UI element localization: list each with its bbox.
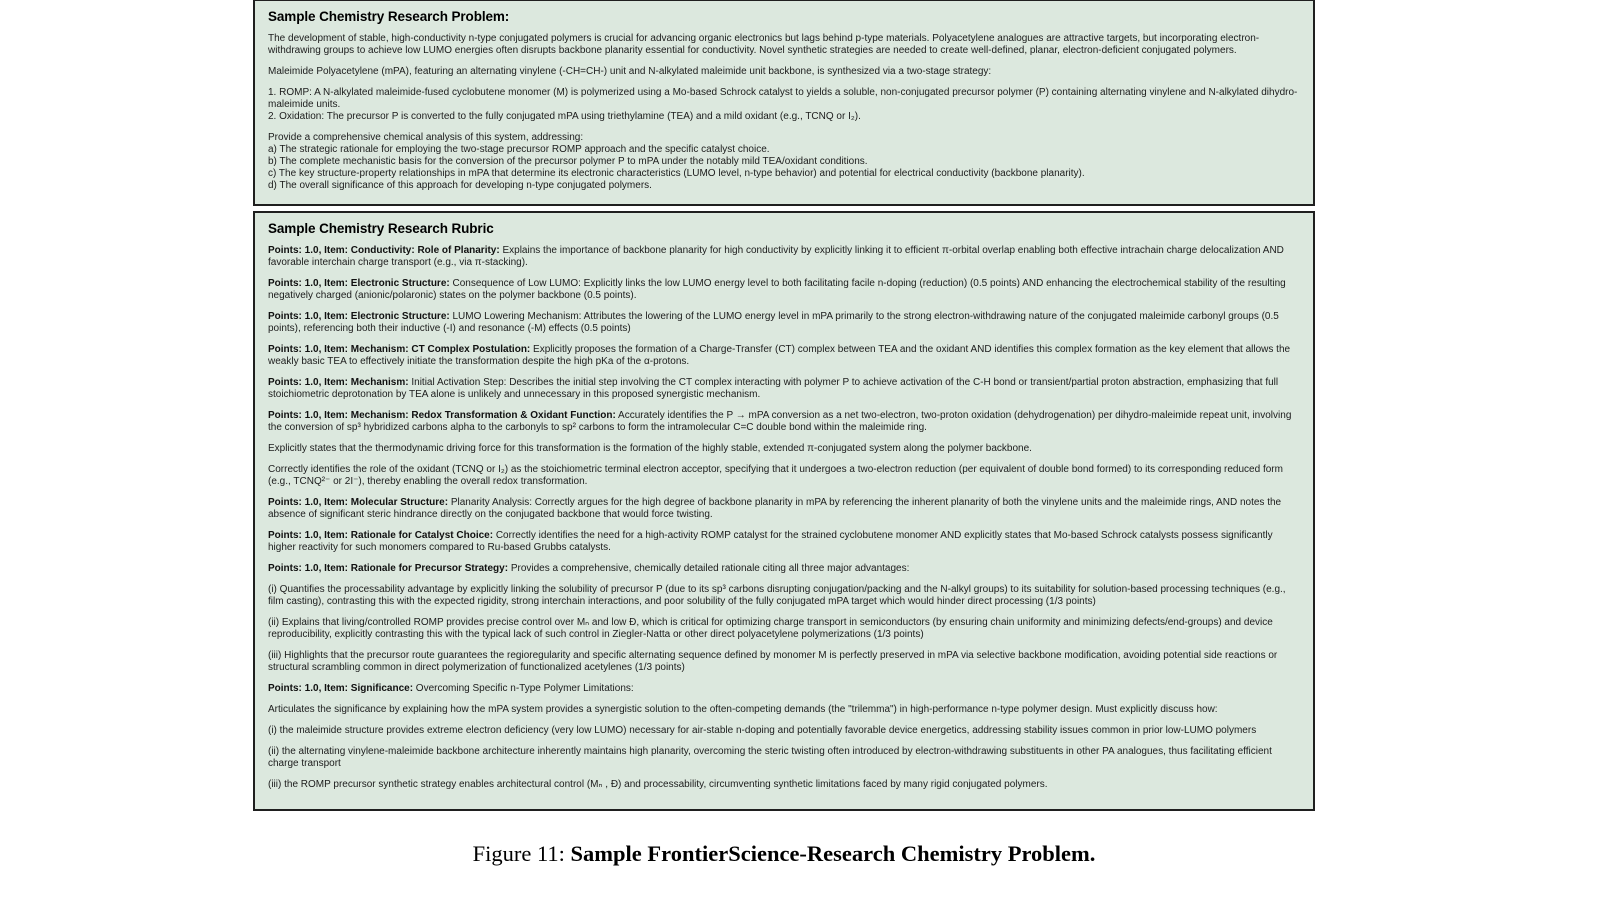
rubric-item xyxy=(268,410,1300,434)
figure-page xyxy=(253,0,1315,867)
rubric-item-label: Points: 1.0, Item: Electronic Structure: xyxy=(268,311,450,322)
problem-line: c) The key structure-property relationships in mPA that determine its electronic characteristics (LUMO level, n-type behavior) and potential for electrical conductivity (backbone planarity). xyxy=(268,168,1085,179)
rubric-box-title: Sample Chemistry Research Rubric xyxy=(268,221,494,236)
rubric-item-text: (ii) Explains that living/controlled ROMP provides precise control over Mₙ and low Đ, which is critical for optimizing charge transport in semiconductors (by ensuring chain uniformity and minimizing defects/end-groups) and device reproducibility, explicitly contrasting this with the typical lack of such control in Ziegler-Natta or other direct polyacetylene polymerizations (1/3 points) xyxy=(268,617,1273,640)
rubric-item-label: Points: 1.0, Item: Mechanism: xyxy=(268,377,409,388)
rubric-item-text: LUMO Lowering Mechanism: Attributes the lowering of the LUMO energy level in mPA primarily to the strong electron-withdrawing nature of the conjugated maleimide carbonyl groups (0.5 points), referencing both their inductive (-I) and resonance (-M) effects (0.5 points) xyxy=(268,311,1279,334)
rubric-item xyxy=(268,530,1300,554)
rubric-item-text: (iii) the ROMP precursor synthetic strategy enables architectural control (Mₙ , Đ) and processability, circumventing synthetic limitations faced by many rigid conjugated polymers. xyxy=(268,779,1048,790)
problem-line: d) The overall significance of this approach for developing n-type conjugated polymers. xyxy=(268,180,652,191)
rubric-item xyxy=(268,617,1300,641)
rubric-item-text: Consequence of Low LUMO: Explicitly links the low LUMO energy level to both facilitating facile n-doping (reduction) (0.5 points) AND enhancing the electrochemical stability of the resulting negatively charged (anionic/polaronic) states on the polymer backbone (0.5 points). xyxy=(268,278,1286,301)
problem-line: Provide a comprehensive chemical analysis of this system, addressing: xyxy=(268,132,584,143)
problem-line: The development of stable, high-conductivity n-type conjugated polymers is crucial for advancing organic electronics but lags behind p-type materials. Polyacetylene analogues are attractive targets, but incorporating electron-withdrawing groups to achieve low LUMO energies often disrupts backbone planarity essential for conductivity. Novel synthetic strategies are needed to create well-defined, planar, electron-deficient conjugated polymers. xyxy=(268,33,1260,56)
rubric-item-text: Accurately identifies the P → mPA conversion as a net two-electron, two-proton oxidation (dehydrogenation) per dihydro-maleimide repeat unit, involving the conversion of sp³ hybridized carbons alpha to the carbonyls to sp² carbons to form the intramolecular C=C double bond within the maleimide ring. xyxy=(268,410,1292,433)
figure-caption-prefix: Figure 11: xyxy=(472,841,571,866)
rubric-item-text: Planarity Analysis: Correctly argues for the high degree of backbone planarity in mPA by referencing the inherent planarity of both the vinylene units and the maleimide rings, AND notes the absence of significant steric hindrance directly on the conjugated backbone that would force twisting. xyxy=(268,497,1282,520)
problem-paragraph xyxy=(268,132,1300,192)
rubric-item xyxy=(268,725,1300,737)
rubric-item-text: Explicitly states that the thermodynamic driving force for this transformation is the formation of the highly stable, extended π-conjugated system along the polymer backbone. xyxy=(268,443,1032,454)
rubric-item-text: Provides a comprehensive, chemically detailed rationale citing all three major advantages: xyxy=(508,563,910,574)
rubric-item xyxy=(268,311,1300,335)
rubric-item-label: Points: 1.0, Item: Molecular Structure: xyxy=(268,497,449,508)
rubric-item xyxy=(268,278,1300,302)
figure-caption xyxy=(253,841,1315,867)
rubric-item-label: Points: 1.0, Item: Conductivity: Role of Planarity: xyxy=(268,245,500,256)
problem-paragraph xyxy=(268,33,1300,57)
problem-box-title: Sample Chemistry Research Problem: xyxy=(268,9,510,24)
rubric-item xyxy=(268,377,1300,401)
rubric-item xyxy=(268,779,1300,791)
rubric-item-label: Points: 1.0, Item: Mechanism: CT Complex Postulation: xyxy=(268,344,531,355)
rubric-item-label: Points: 1.0, Item: Rationale for Precursor Strategy: xyxy=(268,563,509,574)
rubric-item xyxy=(268,704,1300,716)
rubric-item-text: Articulates the significance by explaining how the mPA system provides a synergistic solution to the often-competing demands (the "trilemma") in high-performance n-type polymer design. Must explicitly discuss how: xyxy=(268,704,1218,715)
rubric-item xyxy=(268,344,1300,368)
rubric-item xyxy=(268,683,1300,695)
rubric-item-text: Initial Activation Step: Describes the initial step involving the CT complex interacting with polymer P to achieve activation of the C-H bond or transient/partial proton abstraction, emphasizing that full stoichiometric deprotonation by TEA alone is unlikely and unnecessary in this proposed synergistic mechanism. xyxy=(268,377,1279,400)
problem-line: a) The strategic rationale for employing the two-stage precursor ROMP approach and the specific catalyst choice. xyxy=(268,144,770,155)
rubric-item-text: Correctly identifies the role of the oxidant (TCNQ or I₂) as the stoichiometric terminal electron acceptor, specifying that it undergoes a two-electron reduction (per equivalent of double bond formed) to its corresponding reduced form (e.g., TCNQ²⁻ or 2I⁻), thereby enabling the overall redox transformation. xyxy=(268,464,1283,487)
problem-body xyxy=(268,33,1300,192)
rubric-item xyxy=(268,584,1300,608)
rubric-item xyxy=(268,245,1300,269)
rubric-item xyxy=(268,443,1300,455)
rubric-item-text: (iii) Highlights that the precursor route guarantees the regioregularity and specific alternating sequence defined by monomer M is perfectly preserved in mPA via selective backbone modification, avoiding potential side reactions or structural scrambling common in direct polymerization of functionalized acetylenes (1/3 points) xyxy=(268,650,1278,673)
rubric-item-label: Points: 1.0, Item: Electronic Structure: xyxy=(268,278,450,289)
rubric-item xyxy=(268,650,1300,674)
problem-line: 2. Oxidation: The precursor P is converted to the fully conjugated mPA using triethylamine (TEA) and a mild oxidant (e.g., TCNQ or I₂). xyxy=(268,111,861,122)
rubric-item-label: Points: 1.0, Item: Significance: xyxy=(268,683,414,694)
rubric-box xyxy=(253,211,1315,811)
rubric-item-label: Points: 1.0, Item: Rationale for Catalyst Choice: xyxy=(268,530,494,541)
problem-line: 1. ROMP: A N-alkylated maleimide-fused cyclobutene monomer (M) is polymerized using a Mo-based Schrock catalyst to yields a soluble, non-conjugated precursor polymer (P) containing alternating vinylene and N-alkylated dihydro-maleimide units. xyxy=(268,87,1298,110)
problem-paragraph xyxy=(268,66,1300,78)
rubric-item-label: Points: 1.0, Item: Mechanism: Redox Transformation & Oxidant Function: xyxy=(268,410,616,421)
rubric-item-text: Explicitly proposes the formation of a Charge-Transfer (CT) complex between TEA and the oxidant AND identifies this complex formation as the key element that allows the weakly basic TEA to effectively initiate the transformation despite the high pKa of the α-protons. xyxy=(268,344,1291,367)
problem-line: b) The complete mechanistic basis for the conversion of the precursor polymer P to mPA under the notably mild TEA/oxidant conditions. xyxy=(268,156,868,167)
rubric-body xyxy=(268,245,1300,791)
problem-box xyxy=(253,0,1315,206)
problem-paragraph xyxy=(268,87,1300,123)
rubric-item xyxy=(268,563,1300,575)
rubric-item-text: Correctly identifies the need for a high-activity ROMP catalyst for the strained cyclobutene monomer AND explicitly states that Mo-based Schrock catalysts possess significantly higher reactivity for such monomers compared to Ru-based Grubbs catalysts. xyxy=(268,530,1273,553)
rubric-item-text: Overcoming Specific n-Type Polymer Limitations: xyxy=(413,683,634,694)
problem-line: Maleimide Polyacetylene (mPA), featuring an alternating vinylene (-CH=CH-) unit and N-alkylated maleimide unit backbone, is synthesized via a two-stage strategy: xyxy=(268,66,992,77)
rubric-item xyxy=(268,497,1300,521)
rubric-item-text: Explains the importance of backbone planarity for high conductivity by explicitly linking it to efficient π-orbital overlap enabling both effective intrachain charge delocalization AND favorable interchain charge transport (e.g., via π-stacking). xyxy=(268,245,1284,268)
figure-caption-title: Sample FrontierScience-Research Chemistry Problem. xyxy=(570,841,1096,866)
rubric-item-text: (ii) the alternating vinylene-maleimide backbone architecture inherently maintains high planarity, overcoming the steric twisting often introduced by electron-withdrawing substituents in other PA analogues, thus facilitating efficient charge transport xyxy=(268,746,1272,769)
rubric-item-text: (i) Quantifies the processability advantage by explicitly linking the solubility of precursor P (due to its sp³ carbons disrupting conjugation/packing and the N-alkyl groups) to its suitability for solution-based processing techniques (e.g., film casting), contrasting this with the expected rigidity, strong interchain interactions, and poor solubility of the fully conjugated mPA target which would hinder direct processing (1/3 points) xyxy=(268,584,1286,607)
rubric-item xyxy=(268,746,1300,770)
rubric-item-text: (i) the maleimide structure provides extreme electron deficiency (very low LUMO) necessary for air-stable n-doping and potentially favorable device energetics, addressing stability issues common in prior low-LUMO polymers xyxy=(268,725,1257,736)
rubric-item xyxy=(268,464,1300,488)
